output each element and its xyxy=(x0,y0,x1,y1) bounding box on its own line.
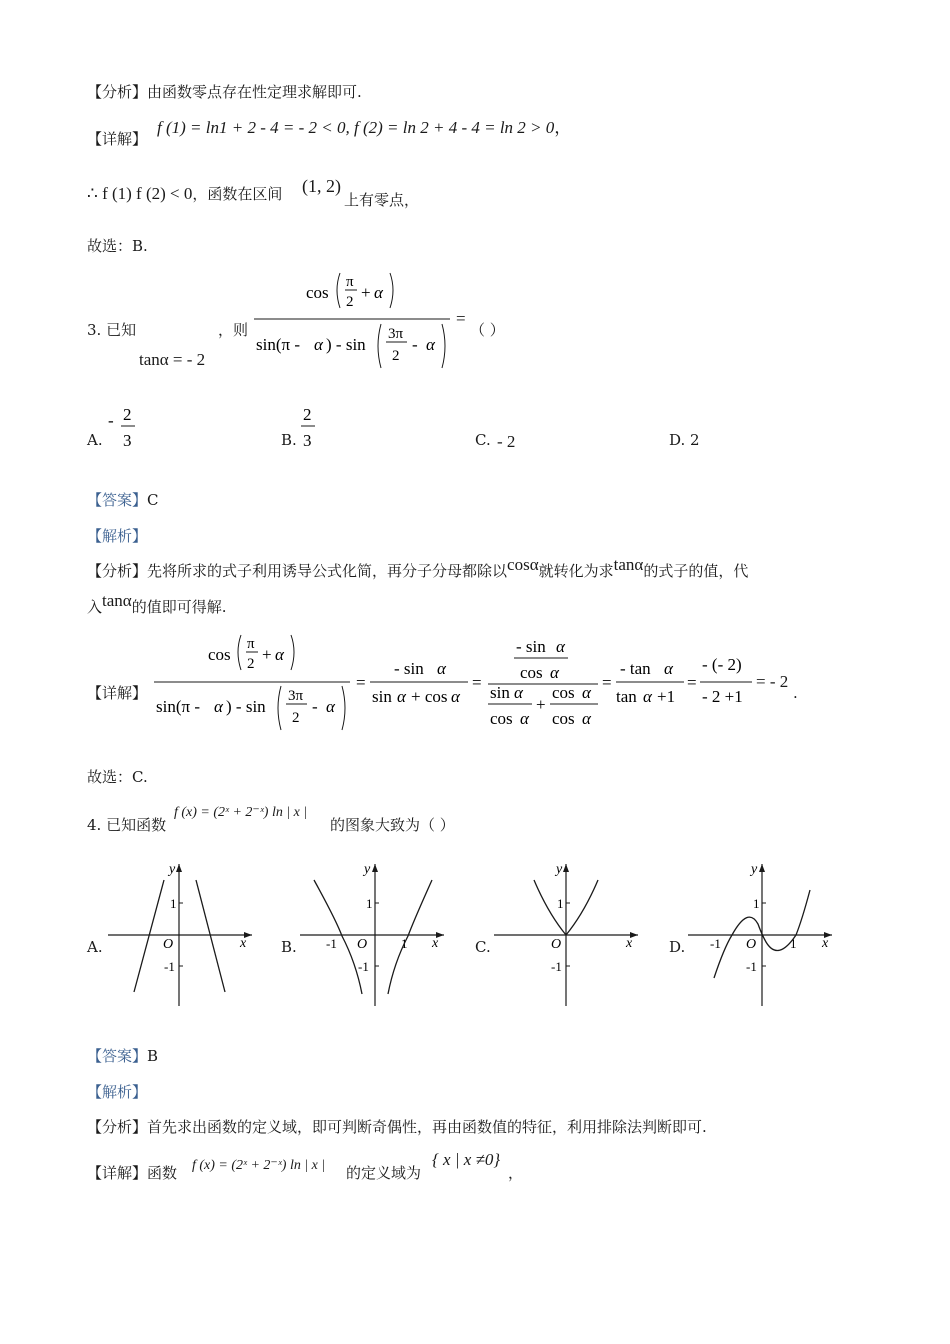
tick-x-1: 1 xyxy=(401,936,408,951)
svg-text:- sin: - sin xyxy=(394,659,424,678)
svg-text:α: α xyxy=(275,645,284,664)
x-label: x xyxy=(432,936,439,951)
q4-option-b-label: B. xyxy=(281,938,297,956)
q3-expression xyxy=(254,268,464,372)
svg-text:α: α xyxy=(214,697,223,716)
svg-text:α: α xyxy=(397,687,406,706)
svg-text:+1: +1 xyxy=(657,687,676,706)
svg-text:=: = xyxy=(356,673,366,692)
origin-label: O xyxy=(551,937,562,952)
svg-text:cos: cos xyxy=(208,645,231,664)
svg-text:=: = xyxy=(472,673,482,692)
q2-detail xyxy=(87,129,147,149)
q4-detail-func: f (x) = (2ˣ + 2⁻ˣ) ln | x | xyxy=(192,1158,326,1173)
svg-text:+: + xyxy=(361,283,371,302)
svg-text:+: + xyxy=(262,645,272,664)
q4-graph-c xyxy=(492,858,642,1008)
svg-text:π: π xyxy=(346,274,354,290)
svg-text:3: 3 xyxy=(303,431,312,450)
svg-text:3: 3 xyxy=(123,431,132,450)
tick-neg-1: -1 xyxy=(746,959,757,974)
svg-text:α: α xyxy=(582,709,591,728)
q3-option-d: D. 2 xyxy=(669,431,700,449)
svg-text:sin(π -: sin(π - xyxy=(156,697,200,716)
svg-text:-: - xyxy=(412,335,418,354)
y-label: y xyxy=(556,862,563,877)
x-label: x xyxy=(240,936,247,951)
q4-option-c-label: C. xyxy=(475,938,491,956)
svg-text:cos: cos xyxy=(552,683,575,702)
q4-detail-comma: ， xyxy=(508,1164,524,1182)
svg-text:=: = xyxy=(687,673,697,692)
svg-text:2: 2 xyxy=(247,656,255,672)
svg-text:sin: sin xyxy=(490,683,510,702)
curve-left xyxy=(314,880,362,994)
svg-text:α: α xyxy=(550,663,559,682)
q4-graph-a xyxy=(106,858,256,1008)
svg-text:2: 2 xyxy=(303,405,312,424)
origin-label: O xyxy=(163,937,174,952)
origin-label: O xyxy=(357,937,368,952)
q3-detail-chain xyxy=(154,630,794,734)
q4-func: f (x) = (2ˣ + 2⁻ˣ) ln | x | xyxy=(174,805,308,820)
svg-text:α: α xyxy=(664,659,673,678)
svg-text:cos: cos xyxy=(490,709,513,728)
svg-text:3π: 3π xyxy=(288,688,304,704)
q4-domain: { x | x ≠0} xyxy=(432,1150,501,1169)
origin-label: O xyxy=(746,937,757,952)
explain-tag: 【解析】 xyxy=(87,1083,148,1101)
svg-text:α: α xyxy=(643,687,652,706)
svg-text:) - sin: ) - sin xyxy=(226,697,266,716)
q3-option-a-label: A. xyxy=(87,431,103,449)
svg-text:α: α xyxy=(437,659,446,678)
q3-analysis-cont: 入tanα的值即可得解. xyxy=(87,591,227,616)
tick-1: 1 xyxy=(170,896,177,911)
svg-text:α: α xyxy=(326,697,335,716)
analysis-tag: 【分析】 xyxy=(87,83,148,101)
svg-text:α: α xyxy=(582,683,591,702)
q4-graph-b xyxy=(298,858,448,1008)
svg-text:2: 2 xyxy=(392,348,400,364)
svg-text:cos: cos xyxy=(552,709,575,728)
svg-text:tan: tan xyxy=(616,687,637,706)
tick-1: 1 xyxy=(753,896,760,911)
svg-text:α: α xyxy=(451,687,460,706)
svg-text:- 2 +1: - 2 +1 xyxy=(702,687,743,706)
q2-therefore: ∴ f (1) f (2) < 0，函数在区间 xyxy=(87,184,283,203)
tick-1: 1 xyxy=(557,896,564,911)
q4-explain xyxy=(87,1082,147,1102)
svg-text:) - sin: ) - sin xyxy=(326,335,366,354)
explain-tag: 【解析】 xyxy=(87,527,148,545)
svg-text:2: 2 xyxy=(292,710,300,726)
svg-text:α: α xyxy=(426,335,435,354)
tick-neg-1: -1 xyxy=(358,959,369,974)
q3-option-c-value: - 2 xyxy=(497,432,516,451)
svg-text:cos: cos xyxy=(306,283,329,302)
answer-tag: 【答案】 xyxy=(87,1047,148,1065)
svg-text:sin: sin xyxy=(372,687,392,706)
analysis-text: 由函数零点存在性定理求解即可. xyxy=(147,83,362,101)
tick-neg-1: -1 xyxy=(551,959,562,974)
q2-interval: (1, 2) xyxy=(302,176,341,196)
q3-paren: （ ） xyxy=(470,321,505,339)
tick-x-1: 1 xyxy=(790,936,797,951)
tick-x-neg-1: -1 xyxy=(710,936,721,951)
q4-option-d-label: D. xyxy=(669,938,686,956)
svg-text:3π: 3π xyxy=(388,326,404,342)
q4-analysis: 【分析】首先求出函数的定义域，即可判断奇偶性，再由函数值的特征，利用排除法判断即可. xyxy=(87,1118,707,1136)
svg-text:α: α xyxy=(314,335,323,354)
svg-text:=: = xyxy=(602,673,612,692)
svg-text:+: + xyxy=(536,695,546,714)
svg-text:α: α xyxy=(514,683,523,702)
tick-1: 1 xyxy=(366,896,373,911)
q4-question-tail: 的图象大致为（ ） xyxy=(330,816,455,834)
q2-analysis xyxy=(87,82,362,102)
curve-right xyxy=(196,880,225,992)
q4-answer: 【答案】B xyxy=(87,1047,159,1065)
tick-neg-1: -1 xyxy=(164,959,175,974)
svg-text:-: - xyxy=(312,697,318,716)
q3-option-b-label: B. xyxy=(281,431,297,449)
q2-choice: 故选：B. xyxy=(87,237,148,255)
y-label: y xyxy=(169,862,176,877)
q3-detail: 【详解】 xyxy=(87,684,148,702)
y-label: y xyxy=(364,862,371,877)
q3-answer: 【答案】C xyxy=(87,491,159,509)
svg-text:+ cos: + cos xyxy=(411,687,448,706)
svg-text:sin(π -: sin(π - xyxy=(256,335,300,354)
svg-text:π: π xyxy=(247,636,255,652)
svg-text:α: α xyxy=(374,283,383,302)
therefore-math: ∴ f (1) f (2) < 0 xyxy=(87,184,193,203)
q3-explain xyxy=(87,526,147,546)
q4-number: 4. 已知函数 xyxy=(87,816,167,834)
svg-text:α: α xyxy=(556,637,565,656)
svg-text:- (- 2): - (- 2) xyxy=(702,655,742,674)
svg-text:2: 2 xyxy=(123,405,132,424)
svg-text:2: 2 xyxy=(346,294,354,310)
svg-text:α: α xyxy=(520,709,529,728)
svg-text:-: - xyxy=(108,411,114,430)
q3-then: ，则 xyxy=(218,321,249,339)
q3-detail-result: = - 2 xyxy=(756,672,789,691)
q3-number: 3. 已知 xyxy=(87,321,137,339)
x-label: x xyxy=(626,936,633,951)
curve-left xyxy=(134,880,164,992)
q2-zero-text: 上有零点， xyxy=(344,191,420,209)
curve-right xyxy=(388,880,432,994)
q4-detail: 【详解】函数 xyxy=(87,1164,178,1182)
detail-tag: 【详解】 xyxy=(87,130,148,148)
q3-detail-end: . xyxy=(793,684,798,702)
q3-analysis: 【分析】先将所求的式子利用诱导公式化简，再分子分母都除以cosα就转化为求tanα的式子的值，代 xyxy=(87,555,749,580)
q3-option-b-value xyxy=(298,402,322,454)
q3-given: tanα = - 2 xyxy=(139,350,206,369)
q3-equals: = xyxy=(456,309,466,328)
q4-graph-d xyxy=(686,858,836,1008)
x-label: x xyxy=(822,936,829,951)
svg-text:- sin: - sin xyxy=(516,637,546,656)
svg-text:cos: cos xyxy=(520,663,543,682)
answer-tag: 【答案】 xyxy=(87,491,148,509)
q2-detail-math: f (1) = ln1 + 2 - 4 = - 2 < 0, f (2) = ln 2 + 4 - 4 = ln 2 > 0， xyxy=(157,118,572,137)
q4-detail-domain-text: 的定义域为 xyxy=(346,1164,422,1182)
tick-x-neg-1: -1 xyxy=(326,936,337,951)
q3-option-a-value xyxy=(106,402,140,454)
q4-option-a-label: A. xyxy=(87,938,103,956)
svg-text:- tan: - tan xyxy=(620,659,651,678)
q3-option-c-label: C. xyxy=(475,431,491,449)
y-label: y xyxy=(751,862,758,877)
q3-choice: 故选：C. xyxy=(87,768,148,786)
